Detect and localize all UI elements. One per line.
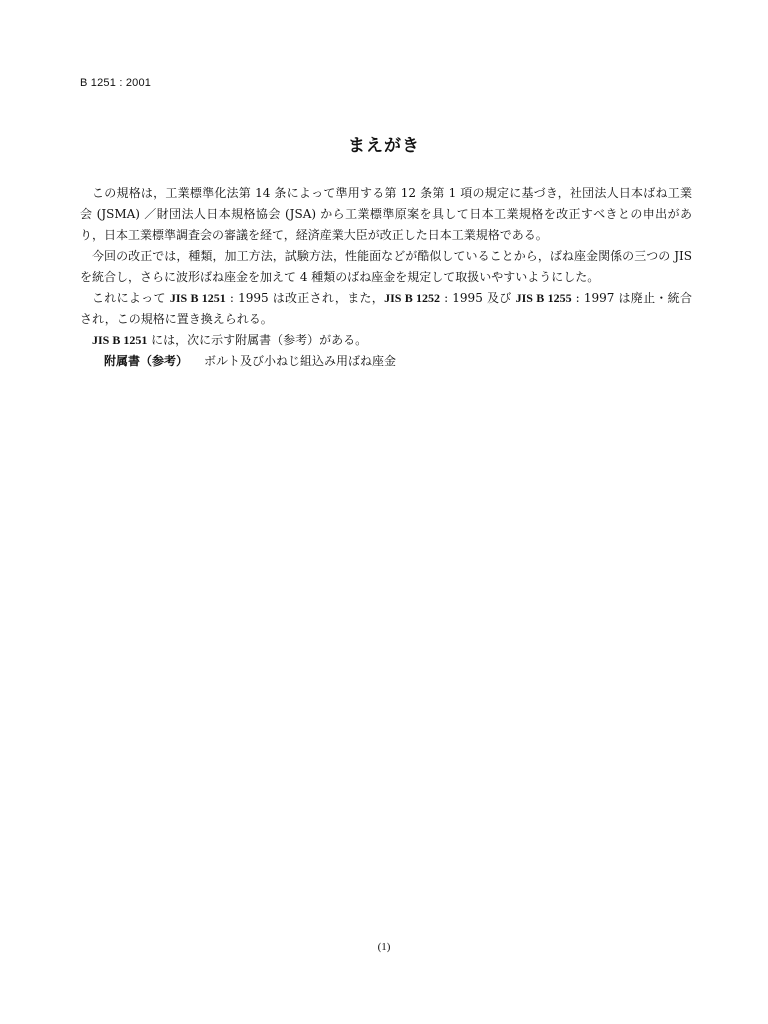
paragraph-3-text: : 1997 は廃止・統合され，この規格に置き換えられる。 — [80, 291, 692, 326]
paragraph-3-text: これによって — [92, 291, 170, 305]
page-title: まえがき — [348, 136, 420, 156]
standard-ref-jis-b-1252: JIS B 1252 — [384, 291, 441, 305]
paragraph-3-text: : 1995 は改正され，また， — [225, 291, 385, 305]
paragraph-3-text: : 1995 及び — [440, 291, 516, 305]
paragraph-4 — [80, 330, 692, 351]
standard-ref-jis-b-1251: JIS B 1251 — [92, 333, 148, 347]
paragraph-2: 今回の改正では，種類，加工方法，試験方法，性能面などが酷似していることから，ばね座金関係の三つの JIS を統合し，さらに波形ばね座金を加えて 4 種類のばね座金を規定して取扱いやすいようにした。 — [80, 249, 692, 284]
standard-ref-jis-b-1251: JIS B 1251 — [169, 291, 226, 305]
standard-ref-jis-b-1255: JIS B 1255 — [515, 291, 572, 305]
page-number: (1) — [377, 941, 391, 953]
annex-entry — [80, 351, 692, 372]
page-code: B 1251 : 2001 — [80, 77, 152, 89]
paragraph-4-text: には，次に示す附属書（参考）がある。 — [147, 333, 368, 347]
annex-title: ボルト及び小ねじ組込み用ばね座金 — [204, 354, 397, 368]
paragraph-3 — [80, 288, 692, 330]
body-text — [80, 183, 692, 372]
annex-label: 附属書（参考） — [104, 354, 189, 368]
paragraph-1: この規格は，工業標準化法第 14 条によって準用する第 12 条第 1 項の規定に基づき，社団法人日本ばね工業会 (JSMA) ／財団法人日本規格協会 (JSA) から工業標準原案を具して日本工業規格を改正すべきとの申出があり，日本工業標準調査会の審議を経て，経済産業大臣が改正した日本工業規格である。 — [80, 186, 692, 242]
